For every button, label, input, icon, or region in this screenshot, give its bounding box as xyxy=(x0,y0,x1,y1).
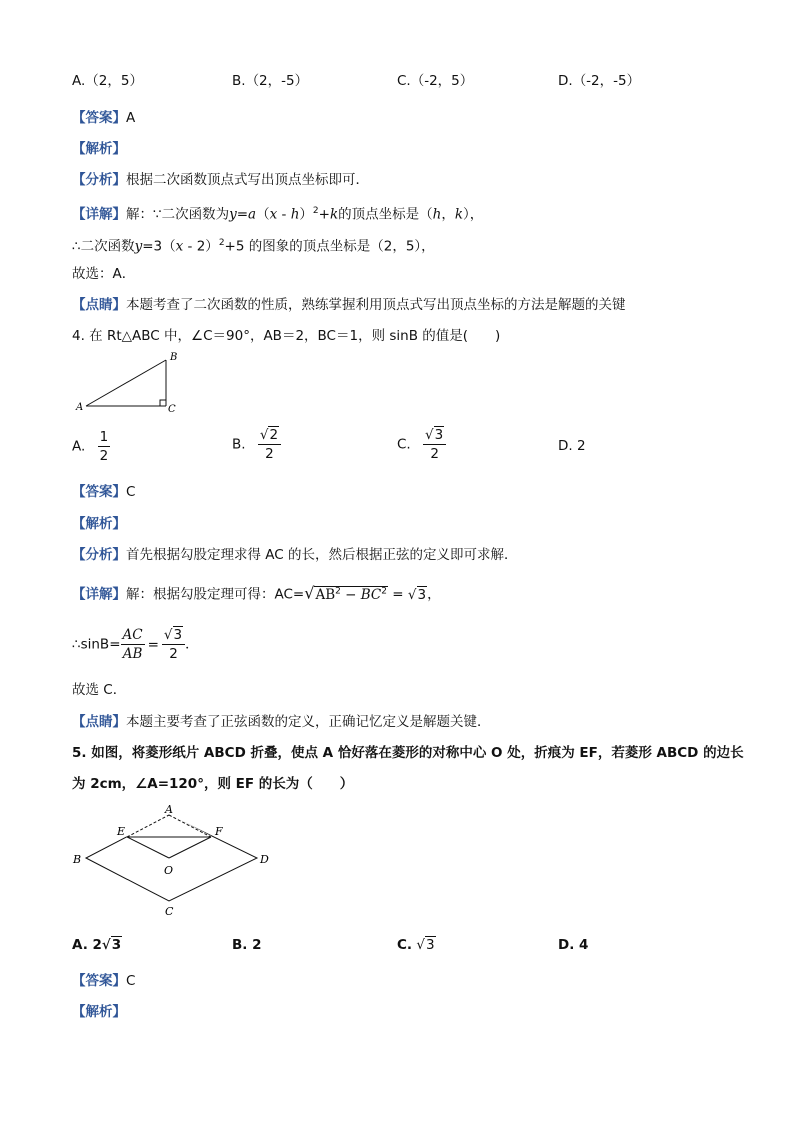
q5-jiexi-tag: 【解析】 xyxy=(72,1004,126,1020)
q4-dianjing: 【点睛】本题主要考查了正弦函数的定义，正确记忆定义是解题关键． xyxy=(72,714,491,730)
q3-fenxi: 【分析】根据二次函数顶点式写出顶点坐标即可． xyxy=(72,172,369,188)
q5-option-b: B. 2 xyxy=(232,937,262,953)
q3-vertex-line: ∴二次函数y=3（x - 2）$^2$+5 的图象的顶点坐标是（2，5）， xyxy=(72,238,435,255)
q3-xiangjie: 【详解】解：∵二次函数为y=a（x - h）$^2$+k的顶点坐标是（h，k）， xyxy=(72,206,484,223)
q5-fig-label-b: B xyxy=(73,853,82,866)
q5-fig-label-o: O xyxy=(164,864,174,877)
q5-fig-label-a: A xyxy=(165,803,173,816)
q5-stem-line2: 为 2cm，∠A=120°，则 EF 的长为（ ） xyxy=(72,776,354,792)
q4-option-b: B. $\frac{√2}{2}$ xyxy=(232,426,281,463)
q4-sinb: ∴sinB= $\frac{AC}{AB}$ = $\frac{√3}{2}$ ． xyxy=(72,627,199,662)
q4-jiexi-tag: 【解析】 xyxy=(72,516,126,532)
q4-choose: 故选 C． xyxy=(72,682,127,698)
q4-answer: 【答案】C xyxy=(72,484,136,500)
q5-rhombus-figure xyxy=(72,800,272,918)
q4-fig-label-c: C xyxy=(168,404,176,415)
q3-option-a: A.（2，5） xyxy=(72,73,143,89)
q5-option-d: D. 4 xyxy=(558,937,589,953)
q5-answer: 【答案】C xyxy=(72,973,136,989)
q5-fig-label-e: E xyxy=(117,825,126,838)
q4-triangle-figure xyxy=(72,350,192,418)
q3-choose: 故选：A． xyxy=(72,266,136,282)
q4-option-a: A. $\frac{1}{2}$ xyxy=(72,429,109,464)
q3-jiexi-tag: 【解析】 xyxy=(72,141,126,157)
q5-fig-label-d: D xyxy=(260,853,269,866)
q4-option-d: D. 2 xyxy=(558,438,586,454)
q5-fig-label-c: C xyxy=(165,905,174,918)
q3-dianjing: 【点睛】本题考查了二次函数的性质，熟练掌握利用顶点式写出顶点坐标的方法是解题的关键 xyxy=(72,297,626,313)
q5-option-c: C. √3 xyxy=(397,937,435,953)
q4-stem: 4. 在 Rt△ABC 中，∠C＝90°，AB＝2，BC＝1，则 sinB 的值是( ) xyxy=(72,328,501,344)
q3-option-c: C.（-2，5） xyxy=(397,73,474,89)
q3-answer: 【答案】A xyxy=(72,110,136,126)
q5-stem-line1: 5. 如图，将菱形纸片 ABCD 折叠，使点 A 恰好落在菱形的对称中心 O 处，折痕为 EF，若菱形 ABCD 的边长 xyxy=(72,745,744,761)
q5-option-a: A. 2√3 xyxy=(72,937,122,953)
q3-option-b: B.（2，-5） xyxy=(232,73,309,89)
q4-fig-label-b: B xyxy=(170,352,178,363)
q4-option-c: C. $\frac{√3}{2}$ xyxy=(397,426,446,463)
q4-fig-label-a: A xyxy=(76,402,84,413)
q4-fenxi: 【分析】首先根据勾股定理求得 AC 的长，然后根据正弦的定义即可求解． xyxy=(72,547,518,563)
q4-xiangjie: 【详解】解：根据勾股定理可得：$AC=√AB^2 - BC^2 = √3$， xyxy=(72,583,441,603)
q3-option-d: D.（-2，-5） xyxy=(558,73,641,89)
q5-fig-label-f: F xyxy=(215,825,223,838)
